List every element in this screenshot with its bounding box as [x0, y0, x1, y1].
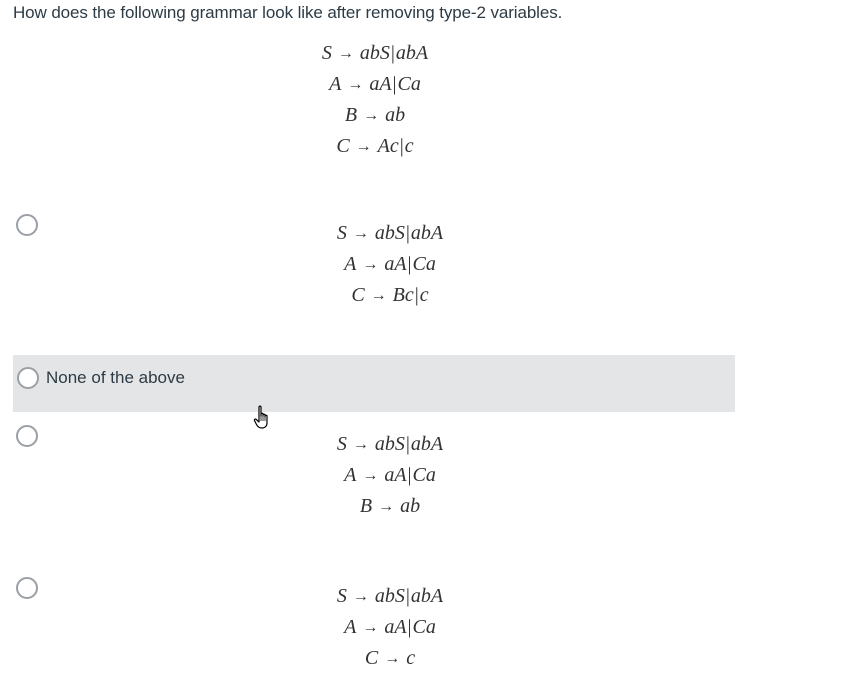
rule-rhs: c [404, 135, 414, 157]
rule-rhs: Ca [412, 464, 436, 486]
rule-rhs: abS [374, 433, 405, 455]
arrow-symbol: → [352, 225, 369, 242]
arrow-symbol: → [362, 619, 379, 636]
arrow-symbol: → [378, 498, 395, 515]
alternation-bar: | [390, 42, 395, 64]
alternation-bar: | [407, 616, 412, 638]
rule-lhs: S [321, 42, 332, 64]
arrow-symbol: → [352, 436, 369, 453]
production-rule [265, 218, 515, 249]
production-rule [265, 249, 515, 280]
rule-rhs: Ca [412, 616, 436, 638]
rule-lhs: C [364, 647, 379, 669]
hand-pointer-icon [253, 405, 273, 431]
arrow-symbol: → [384, 650, 401, 667]
rule-lhs: S [336, 222, 347, 244]
production-rule [250, 131, 500, 162]
rule-rhs: aA [384, 616, 407, 638]
rule-rhs: abA [410, 433, 444, 455]
rule-lhs: B [344, 104, 358, 126]
rule-lhs: S [336, 433, 347, 455]
question-text: How does the following grammar look like after removing type-2 variables. [13, 3, 563, 22]
arrow-symbol: → [362, 256, 379, 273]
rule-rhs: abS [359, 42, 390, 64]
alternation-bar: | [407, 253, 412, 275]
rule-rhs: Bc [392, 284, 414, 306]
option-c-grammar[interactable] [265, 429, 515, 522]
rule-rhs: Ac [377, 135, 399, 157]
option-d-radio[interactable] [16, 577, 38, 599]
alternation-bar: | [407, 464, 412, 486]
arrow-symbol: → [355, 138, 372, 155]
rule-lhs: A [329, 73, 342, 95]
production-rule [265, 581, 515, 612]
option-none-of-the-above[interactable] [13, 355, 735, 412]
arrow-symbol: → [362, 467, 379, 484]
rule-rhs: Ca [397, 73, 421, 95]
rule-rhs: Ca [412, 253, 436, 275]
alternation-bar: | [399, 135, 404, 157]
rule-rhs: abA [395, 42, 429, 64]
option-d-grammar[interactable] [265, 581, 515, 674]
arrow-symbol: → [352, 588, 369, 605]
rule-lhs: S [336, 585, 347, 607]
rule-rhs: c [419, 284, 429, 306]
production-rule [265, 280, 515, 311]
rule-rhs: aA [384, 253, 407, 275]
production-rule [250, 38, 500, 69]
alternation-bar: | [392, 73, 397, 95]
arrow-symbol: → [363, 107, 380, 124]
rule-lhs: A [344, 616, 357, 638]
rule-rhs: abS [374, 585, 405, 607]
option-a-radio[interactable] [16, 214, 38, 236]
rule-rhs: abA [410, 585, 444, 607]
arrow-symbol: → [347, 76, 364, 93]
option-b-label[interactable]: None of the above [46, 368, 185, 387]
alternation-bar: | [405, 433, 410, 455]
production-rule [265, 643, 515, 674]
production-rule [250, 69, 500, 100]
production-rule [250, 100, 500, 131]
production-rule [265, 612, 515, 643]
production-rule [265, 491, 515, 522]
rule-rhs: c [406, 647, 416, 669]
question-grammar [250, 38, 500, 162]
rule-lhs: A [344, 253, 357, 275]
rule-rhs: aA [384, 464, 407, 486]
option-c-radio[interactable] [16, 425, 38, 447]
rule-rhs: abA [410, 222, 444, 244]
option-a-grammar[interactable] [265, 218, 515, 311]
arrow-symbol: → [337, 45, 354, 62]
option-b-radio[interactable] [17, 367, 39, 389]
alternation-bar: | [414, 284, 419, 306]
rule-lhs: C [351, 284, 365, 306]
rule-rhs: ab [385, 104, 406, 126]
rule-rhs: abS [374, 222, 405, 244]
alternation-bar: | [405, 585, 410, 607]
rule-rhs: aA [369, 73, 392, 95]
rule-lhs: A [344, 464, 357, 486]
rule-lhs: C [336, 135, 350, 157]
rule-lhs: B [359, 495, 373, 517]
production-rule [265, 460, 515, 491]
alternation-bar: | [405, 222, 410, 244]
rule-rhs: ab [400, 495, 421, 517]
arrow-symbol: → [370, 287, 387, 304]
production-rule [265, 429, 515, 460]
